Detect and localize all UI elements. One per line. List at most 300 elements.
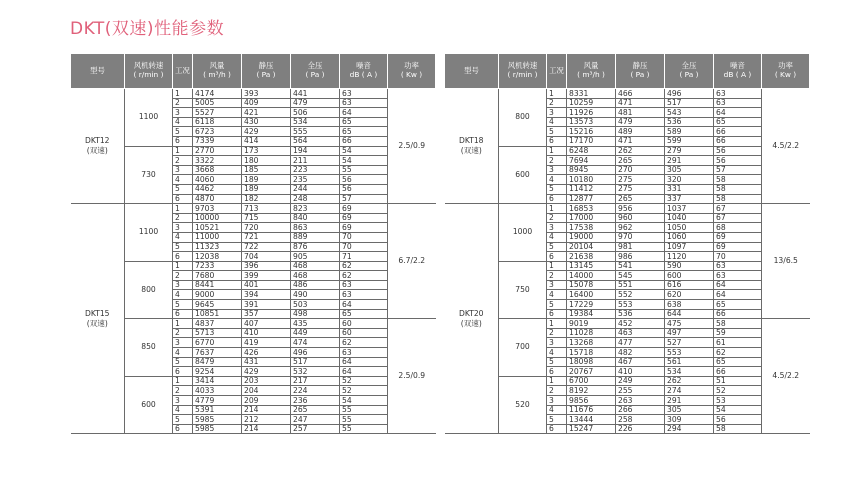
total-pressure-cell: 863	[291, 223, 340, 233]
table-row	[71, 319, 436, 329]
condition-cell: 5	[547, 184, 567, 194]
static-pressure-cell: 414	[242, 136, 291, 146]
model-name: DKT15	[84, 308, 110, 318]
header-condition: 工况	[173, 54, 193, 89]
condition-cell: 3	[547, 396, 567, 406]
static-pressure-cell: 466	[616, 89, 665, 99]
condition-cell: 4	[547, 348, 567, 358]
airflow-cell: 7694	[567, 156, 616, 166]
noise-cell: 64	[340, 300, 388, 310]
noise-cell: 55	[340, 405, 388, 415]
total-pressure-cell: 468	[291, 271, 340, 281]
total-pressure-cell: 555	[291, 127, 340, 137]
total-pressure-cell: 823	[291, 204, 340, 214]
power-cell: 13/6.5	[762, 204, 810, 319]
static-pressure-cell: 545	[616, 271, 665, 281]
condition-cell: 2	[173, 213, 193, 223]
model-name: DKT12	[84, 135, 110, 145]
model-name: DKT18	[458, 135, 484, 145]
total-pressure-cell: 223	[291, 165, 340, 175]
condition-cell: 4	[173, 232, 193, 242]
airflow-cell: 20767	[567, 367, 616, 377]
total-pressure-cell: 279	[665, 146, 714, 156]
airflow-cell: 5985	[193, 415, 242, 425]
static-pressure-cell: 410	[616, 367, 665, 377]
noise-cell: 69	[340, 213, 388, 223]
noise-cell: 55	[340, 424, 388, 434]
static-pressure-cell: 262	[616, 146, 665, 156]
condition-cell: 1	[547, 204, 567, 214]
condition-cell: 2	[173, 328, 193, 338]
header-fan-speed: 风机转速 ( r/min )	[125, 54, 173, 89]
airflow-cell: 4174	[193, 89, 242, 99]
airflow-cell: 5713	[193, 328, 242, 338]
condition-cell: 6	[173, 424, 193, 434]
total-pressure-cell: 331	[665, 184, 714, 194]
noise-cell: 65	[714, 117, 762, 127]
static-pressure-cell: 212	[242, 415, 291, 425]
fan-speed-cell: 700	[499, 319, 547, 377]
airflow-cell: 3414	[193, 376, 242, 386]
static-pressure-cell: 541	[616, 261, 665, 271]
noise-cell: 57	[714, 165, 762, 175]
condition-cell: 2	[547, 386, 567, 396]
header-static-pressure: 静压 ( Pa )	[616, 54, 665, 89]
total-pressure-cell: 496	[291, 348, 340, 358]
total-pressure-cell: 616	[665, 280, 714, 290]
condition-cell: 3	[547, 108, 567, 118]
static-pressure-cell: 357	[242, 309, 291, 319]
noise-cell: 58	[714, 175, 762, 185]
static-pressure-cell: 981	[616, 242, 665, 252]
airflow-cell: 3668	[193, 165, 242, 175]
noise-cell: 52	[714, 386, 762, 396]
condition-cell: 5	[173, 127, 193, 137]
model-cell	[445, 89, 499, 204]
condition-cell: 1	[547, 146, 567, 156]
airflow-cell: 20104	[567, 242, 616, 252]
total-pressure-cell: 257	[291, 424, 340, 434]
airflow-cell: 2770	[193, 146, 242, 156]
airflow-cell: 10259	[567, 98, 616, 108]
static-pressure-cell: 552	[616, 290, 665, 300]
condition-cell: 3	[547, 280, 567, 290]
condition-cell: 4	[547, 117, 567, 127]
condition-cell: 2	[547, 271, 567, 281]
condition-cell: 3	[173, 165, 193, 175]
airflow-cell: 8192	[567, 386, 616, 396]
static-pressure-cell: 189	[242, 184, 291, 194]
static-pressure-cell: 479	[616, 117, 665, 127]
static-pressure-cell: 481	[616, 108, 665, 118]
static-pressure-cell: 203	[242, 376, 291, 386]
page-title: DKT(双速)性能参数	[70, 19, 225, 39]
noise-cell: 63	[714, 98, 762, 108]
condition-cell: 3	[173, 223, 193, 233]
static-pressure-cell: 396	[242, 261, 291, 271]
condition-cell: 1	[173, 146, 193, 156]
total-pressure-cell: 449	[291, 328, 340, 338]
total-pressure-cell: 506	[291, 108, 340, 118]
airflow-cell: 4779	[193, 396, 242, 406]
noise-cell: 63	[714, 261, 762, 271]
total-pressure-cell: 305	[665, 405, 714, 415]
airflow-cell: 4033	[193, 386, 242, 396]
airflow-cell: 16400	[567, 290, 616, 300]
condition-cell: 1	[173, 204, 193, 214]
total-pressure-cell: 496	[665, 89, 714, 99]
header-airflow: 风量 ( m³/h )	[567, 54, 616, 89]
fan-speed-cell: 850	[125, 319, 173, 377]
condition-cell: 5	[547, 242, 567, 252]
static-pressure-cell: 722	[242, 242, 291, 252]
static-pressure-cell: 463	[616, 328, 665, 338]
airflow-cell: 8945	[567, 165, 616, 175]
total-pressure-cell: 503	[291, 300, 340, 310]
static-pressure-cell: 721	[242, 232, 291, 242]
header-condition: 工况	[547, 54, 567, 89]
airflow-cell: 15216	[567, 127, 616, 137]
model-cell	[71, 204, 125, 434]
condition-cell: 2	[173, 386, 193, 396]
airflow-cell: 8331	[567, 89, 616, 99]
static-pressure-cell: 214	[242, 405, 291, 415]
model-sub: (双速)	[460, 318, 482, 328]
noise-cell: 67	[714, 204, 762, 214]
noise-cell: 63	[340, 348, 388, 358]
condition-cell: 6	[547, 424, 567, 434]
fan-speed-cell: 730	[125, 146, 173, 204]
noise-cell: 69	[714, 232, 762, 242]
power-cell: 2.5/0.9	[388, 89, 436, 204]
airflow-cell: 6770	[193, 338, 242, 348]
noise-cell: 63	[340, 290, 388, 300]
table-row	[71, 204, 436, 214]
airflow-cell: 5985	[193, 424, 242, 434]
airflow-cell: 4870	[193, 194, 242, 204]
noise-cell: 69	[714, 242, 762, 252]
condition-cell: 4	[173, 175, 193, 185]
total-pressure-cell: 217	[291, 376, 340, 386]
total-pressure-cell: 235	[291, 175, 340, 185]
static-pressure-cell: 394	[242, 290, 291, 300]
total-pressure-cell: 536	[665, 117, 714, 127]
total-pressure-cell: 441	[291, 89, 340, 99]
total-pressure-cell: 497	[665, 328, 714, 338]
total-pressure-cell: 889	[291, 232, 340, 242]
fan-speed-cell: 600	[125, 376, 173, 434]
condition-cell: 1	[173, 261, 193, 271]
static-pressure-cell: 407	[242, 319, 291, 329]
condition-cell: 6	[173, 252, 193, 262]
condition-cell: 4	[173, 290, 193, 300]
noise-cell: 63	[714, 271, 762, 281]
noise-cell: 58	[714, 184, 762, 194]
fan-speed-cell: 1100	[125, 89, 173, 147]
noise-cell: 56	[714, 146, 762, 156]
static-pressure-cell: 471	[616, 136, 665, 146]
airflow-cell: 8479	[193, 357, 242, 367]
static-pressure-cell: 704	[242, 252, 291, 262]
static-pressure-cell: 204	[242, 386, 291, 396]
table-row	[445, 376, 810, 386]
condition-cell: 2	[173, 271, 193, 281]
static-pressure-cell: 970	[616, 232, 665, 242]
airflow-cell: 11028	[567, 328, 616, 338]
airflow-cell: 6723	[193, 127, 242, 137]
table-row	[71, 146, 436, 156]
airflow-cell: 9645	[193, 300, 242, 310]
noise-cell: 63	[340, 89, 388, 99]
noise-cell: 70	[340, 242, 388, 252]
noise-cell: 69	[340, 204, 388, 214]
noise-cell: 64	[714, 290, 762, 300]
total-pressure-cell: 490	[291, 290, 340, 300]
fan-speed-cell: 800	[499, 89, 547, 147]
noise-cell: 63	[714, 89, 762, 99]
model-cell	[71, 89, 125, 204]
total-pressure-cell: 1037	[665, 204, 714, 214]
noise-cell: 61	[714, 338, 762, 348]
static-pressure-cell: 536	[616, 309, 665, 319]
noise-cell: 66	[714, 127, 762, 137]
static-pressure-cell: 986	[616, 252, 665, 262]
table-row	[71, 89, 436, 99]
condition-cell: 6	[547, 136, 567, 146]
airflow-cell: 17229	[567, 300, 616, 310]
airflow-cell: 5391	[193, 405, 242, 415]
airflow-cell: 8441	[193, 280, 242, 290]
noise-cell: 54	[340, 396, 388, 406]
noise-cell: 62	[340, 271, 388, 281]
condition-cell: 5	[173, 242, 193, 252]
static-pressure-cell: 720	[242, 223, 291, 233]
noise-cell: 66	[714, 136, 762, 146]
static-pressure-cell: 467	[616, 357, 665, 367]
condition-cell: 6	[547, 309, 567, 319]
static-pressure-cell: 419	[242, 338, 291, 348]
fan-speed-cell: 600	[499, 146, 547, 204]
static-pressure-cell: 715	[242, 213, 291, 223]
condition-cell: 4	[173, 117, 193, 127]
total-pressure-cell: 1097	[665, 242, 714, 252]
airflow-cell: 5527	[193, 108, 242, 118]
condition-cell: 5	[173, 184, 193, 194]
noise-cell: 55	[340, 165, 388, 175]
condition-cell: 6	[173, 136, 193, 146]
header-total-pressure: 全压 ( Pa )	[665, 54, 714, 89]
airflow-cell: 5005	[193, 98, 242, 108]
noise-cell: 62	[340, 338, 388, 348]
static-pressure-cell: 265	[616, 194, 665, 204]
airflow-cell: 18098	[567, 357, 616, 367]
fan-speed-cell: 1100	[125, 204, 173, 262]
header-row	[71, 54, 436, 89]
static-pressure-cell: 477	[616, 338, 665, 348]
total-pressure-cell: 564	[291, 136, 340, 146]
noise-cell: 56	[714, 156, 762, 166]
total-pressure-cell: 1120	[665, 252, 714, 262]
condition-cell: 6	[547, 194, 567, 204]
noise-cell: 51	[714, 376, 762, 386]
condition-cell: 3	[173, 338, 193, 348]
total-pressure-cell: 620	[665, 290, 714, 300]
condition-cell: 2	[173, 98, 193, 108]
airflow-cell: 12877	[567, 194, 616, 204]
condition-cell: 5	[547, 415, 567, 425]
performance-table-right	[444, 53, 810, 434]
model-name: DKT20	[458, 308, 484, 318]
airflow-cell: 15078	[567, 280, 616, 290]
condition-cell: 4	[547, 290, 567, 300]
airflow-cell: 4060	[193, 175, 242, 185]
total-pressure-cell: 244	[291, 184, 340, 194]
noise-cell: 69	[340, 223, 388, 233]
total-pressure-cell: 248	[291, 194, 340, 204]
model-sub: (双速)	[86, 146, 108, 156]
header-model: 型号	[445, 54, 499, 89]
static-pressure-cell: 962	[616, 223, 665, 233]
total-pressure-cell: 468	[291, 261, 340, 271]
total-pressure-cell: 475	[665, 319, 714, 329]
table-row	[445, 319, 810, 329]
noise-cell: 56	[340, 184, 388, 194]
condition-cell: 5	[173, 357, 193, 367]
airflow-cell: 17170	[567, 136, 616, 146]
condition-cell: 4	[547, 175, 567, 185]
noise-cell: 62	[340, 261, 388, 271]
fan-speed-cell: 800	[125, 261, 173, 319]
condition-cell: 3	[547, 338, 567, 348]
fan-speed-cell: 750	[499, 261, 547, 319]
condition-cell: 2	[547, 156, 567, 166]
total-pressure-cell: 517	[291, 357, 340, 367]
condition-cell: 5	[547, 357, 567, 367]
total-pressure-cell: 236	[291, 396, 340, 406]
noise-cell: 64	[340, 108, 388, 118]
noise-cell: 71	[340, 252, 388, 262]
airflow-cell: 9856	[567, 396, 616, 406]
performance-table-left	[70, 53, 436, 434]
static-pressure-cell: 209	[242, 396, 291, 406]
condition-cell: 2	[547, 213, 567, 223]
noise-cell: 65	[340, 309, 388, 319]
total-pressure-cell: 1060	[665, 232, 714, 242]
static-pressure-cell: 482	[616, 348, 665, 358]
header-model: 型号	[71, 54, 125, 89]
airflow-cell: 21638	[567, 252, 616, 262]
header-fan-speed: 风机转速 ( r/min )	[499, 54, 547, 89]
header-total-pressure: 全压 ( Pa )	[291, 54, 340, 89]
condition-cell: 2	[547, 328, 567, 338]
total-pressure-cell: 517	[665, 98, 714, 108]
airflow-cell: 15247	[567, 424, 616, 434]
static-pressure-cell: 410	[242, 328, 291, 338]
static-pressure-cell: 255	[616, 386, 665, 396]
total-pressure-cell: 1050	[665, 223, 714, 233]
condition-cell: 2	[547, 98, 567, 108]
header-airflow: 风量 ( m³/h )	[193, 54, 242, 89]
total-pressure-cell: 599	[665, 136, 714, 146]
total-pressure-cell: 527	[665, 338, 714, 348]
noise-cell: 67	[714, 213, 762, 223]
model-sub: (双速)	[86, 318, 108, 328]
airflow-cell: 13573	[567, 117, 616, 127]
noise-cell: 54	[340, 146, 388, 156]
condition-cell: 3	[173, 396, 193, 406]
static-pressure-cell: 275	[616, 184, 665, 194]
condition-cell: 6	[547, 367, 567, 377]
static-pressure-cell: 471	[616, 98, 665, 108]
noise-cell: 70	[340, 232, 388, 242]
header-noise: 噪音 dB ( A )	[714, 54, 762, 89]
total-pressure-cell: 561	[665, 357, 714, 367]
airflow-cell: 6248	[567, 146, 616, 156]
noise-cell: 60	[340, 319, 388, 329]
static-pressure-cell: 182	[242, 194, 291, 204]
noise-cell: 66	[340, 136, 388, 146]
power-cell: 4.5/2.2	[762, 89, 810, 204]
noise-cell: 64	[340, 357, 388, 367]
noise-cell: 63	[340, 280, 388, 290]
airflow-cell: 10180	[567, 175, 616, 185]
total-pressure-cell: 211	[291, 156, 340, 166]
static-pressure-cell: 956	[616, 204, 665, 214]
total-pressure-cell: 534	[291, 117, 340, 127]
airflow-cell: 11926	[567, 108, 616, 118]
static-pressure-cell: 180	[242, 156, 291, 166]
power-cell: 4.5/2.2	[762, 319, 810, 434]
total-pressure-cell: 1040	[665, 213, 714, 223]
total-pressure-cell: 840	[291, 213, 340, 223]
power-cell: 6.7/2.2	[388, 204, 436, 319]
total-pressure-cell: 309	[665, 415, 714, 425]
total-pressure-cell: 534	[665, 367, 714, 377]
static-pressure-cell: 551	[616, 280, 665, 290]
airflow-cell: 14000	[567, 271, 616, 281]
table-row	[445, 146, 810, 156]
static-pressure-cell: 553	[616, 300, 665, 310]
total-pressure-cell: 590	[665, 261, 714, 271]
noise-cell: 64	[714, 280, 762, 290]
total-pressure-cell: 274	[665, 386, 714, 396]
noise-cell: 60	[340, 328, 388, 338]
noise-cell: 56	[340, 175, 388, 185]
condition-cell: 3	[547, 223, 567, 233]
condition-cell: 3	[547, 165, 567, 175]
condition-cell: 6	[173, 194, 193, 204]
noise-cell: 64	[714, 108, 762, 118]
airflow-cell: 9703	[193, 204, 242, 214]
airflow-cell: 7680	[193, 271, 242, 281]
static-pressure-cell: 173	[242, 146, 291, 156]
total-pressure-cell: 320	[665, 175, 714, 185]
airflow-cell: 3322	[193, 156, 242, 166]
noise-cell: 58	[714, 194, 762, 204]
total-pressure-cell: 638	[665, 300, 714, 310]
noise-cell: 65	[340, 127, 388, 137]
noise-cell: 57	[340, 194, 388, 204]
total-pressure-cell: 543	[665, 108, 714, 118]
total-pressure-cell: 474	[291, 338, 340, 348]
table-row	[445, 204, 810, 214]
noise-cell: 63	[340, 98, 388, 108]
static-pressure-cell: 431	[242, 357, 291, 367]
noise-cell: 70	[714, 252, 762, 262]
static-pressure-cell: 452	[616, 319, 665, 329]
static-pressure-cell: 393	[242, 89, 291, 99]
condition-cell: 5	[547, 127, 567, 137]
